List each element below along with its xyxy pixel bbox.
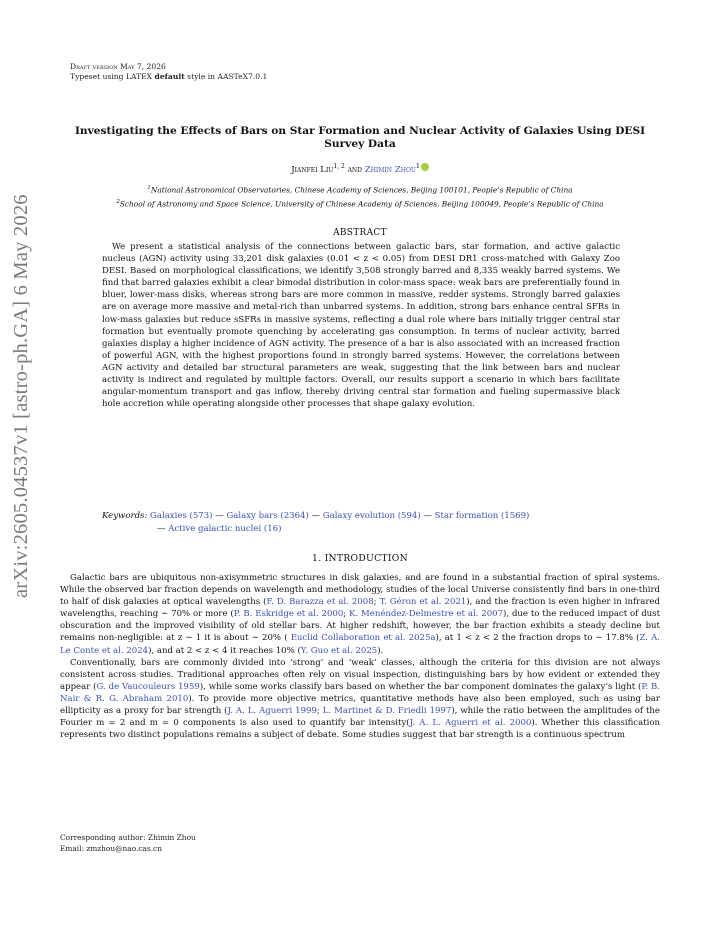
arxiv-stamp: arXiv:2605.04537v1 [astro-ph.GA] 6 May 2026 (10, 194, 32, 598)
keyword-link[interactable]: Active galactic nuclei (16) (168, 523, 282, 534)
page-header (70, 62, 267, 82)
citation-link[interactable]: P. B. Nair & R. G. Abraham 2010 (60, 681, 660, 704)
citation-link[interactable]: K. Menéndez-Delmestre et al. 2007 (349, 609, 504, 620)
author-2-link[interactable]: Zhimin Zhou (364, 165, 416, 175)
author-and: and (347, 165, 362, 175)
email: Email: zmzhou@nao.cas.cn (60, 844, 162, 853)
abstract-heading: ABSTRACT (333, 228, 387, 238)
corresponding-author: Corresponding author: Zhimin Zhou (60, 833, 196, 842)
affiliation-2: $^2$School of Astronomy and Space Science, University of Chinese Academy of Sciences, Beijing 100049, People’s Republic of China (116, 199, 604, 209)
citation-link[interactable]: Z. A. Le Conte et al. 2024 (60, 633, 660, 656)
section-body (60, 572, 660, 741)
keywords-label: Keywords: (102, 511, 148, 521)
keyword-link[interactable]: Galaxy evolution (594) (322, 511, 421, 521)
paragraph: Galactic bars are ubiquitous non-axisymmetric structures in disk galaxies, and are found in a substantial fraction of spiral systems. While the observed bar fraction depends on wavelength and methodology, studies of the local Universe consistently find bars in one-third to half of disk galaxies at optical wavelengths (F. D. Barazza et al. 2008; T. Géron et al. 2021), and the fraction is even higher in infrared wavelengths, reaching ∼ 70% or more (P. B. Eskridge et al. 2000; K. Menéndez-Delmestre et al. 2007), due to the reduced impact of dust obscuration and the improved visibility of old stellar bars. At higher redshift, however, the bar fraction exhibits a steady decline but remains non-negligible: at z ∼ 1 it is about ∼ 20% ( Euclid Collaboration et al. 2025a), at 1 < z < 2 the fraction drops to ∼ 17.8% (Z. A. Le Conte et al. 2024), and at 2 < z < 4 it reaches 10% (Y. Guo et al. 2025). (60, 573, 661, 656)
keyword-link[interactable]: Galaxy bars (2364) (226, 511, 309, 521)
citation-link[interactable]: T. Géron et al. 2021 (379, 597, 467, 608)
citation-link[interactable]: J. A. L. Aguerri et al. 2000 (409, 718, 532, 729)
orcid-icon[interactable] (421, 163, 429, 171)
paper-title: Investigating the Effects of Bars on Star Formation and Nuclear Activity of Galaxies Using DESI Survey Data (74, 125, 646, 150)
citation-link[interactable]: F. D. Barazza et al. 2008 (266, 597, 374, 608)
citation-link[interactable]: L. Martinet & D. Friedli 1997 (322, 706, 452, 717)
keywords: Keywords: Galaxies (573) — Galaxy bars (2364) — Galaxy evolution (594) — Star formation (1569) — Active galactic nuclei (16) (102, 511, 530, 534)
author-1: Jianfei Liu (291, 165, 334, 175)
latex-logo: LATEX (125, 72, 153, 81)
citation-link[interactable]: G. de Vaucouleurs 1959 (96, 681, 200, 692)
citation-link[interactable]: Y. Guo et al. 2025 (300, 645, 378, 656)
typeset-line: Typeset using LATEX default style in AASTeX7.0.1 (70, 72, 268, 81)
paragraph: Conventionally, bars are commonly divided into ‘strong’ and ‘weak’ classes, although the criteria for this division are not always consistent across studies. Traditional approaches often rely on visual inspection, distinguishing bars by how evident or extended they appear (G. de Vaucouleurs 1959), while some works classify bars based on whether the bar component dominates the galaxy’s light (P. B. Nair & R. G. Abraham 2010). To provide more objective metrics, quantitative methods have also been employed, such as using bar ellipticity as a proxy for bar strength (J. A. L. Aguerri 1999; L. Martinet & D. Friedli 1997), while the ratio between the amplitudes of the Fourier m = 2 and m = 0 components is also used to quantify bar intensity(J. A. L. Aguerri et al. 2000). Whether this classification represents two distinct populations remains a subject of debate. Some studies suggest that bar strength is a continuous spectrum (60, 657, 660, 741)
citation-link[interactable]: Euclid Collaboration et al. 2025a (290, 633, 436, 644)
section-heading: 1. INTRODUCTION (312, 553, 408, 564)
abstract-text: We present a statistical analysis of the connections between galactic bars, star formation, and active galactic nucleus (AGN) activity using 33,201 disk galaxies (0.01 < z < 0.05) from DESI DR1 cross-matched with Galaxy Zoo DESI. Based on morphological classifications, we identify 3,508 strongly barred and 8,335 weakly barred systems. We find that barred galaxies exhibit a clear bimodal distribution in color-mass space: weak bars are preferentially found in bluer, lower-mass disks, whereas strong bars are more common in massive, redder systems. Strongly barred galaxies are on average more massive and metal-rich than unbarred systems. In addition, strong bars enhance central SFRs in low-mass galaxies but reduce sSFRs in massive systems, reflecting a dual role where bars initially trigger central star formation but eventually promote quenching by accelerating gas consumption. In terms of nuclear activity, barred galaxies display a higher incidence of AGN activity. The presence of a bar is also associated with an increased fraction of powerful AGN, with the highest proportions found in strongly barred systems. However, the correlations between AGN activity and detailed bar structural parameters are weak, suggesting that the link between bars and nuclear activity is indirect and regulated by multiple factors. Overall, our results support a scenario in which bars facilitate angular-momentum transport and gas inflow, thereby driving central star formation and fueling supermassive black hole accretion while operating alongside other processes that shape galaxy evolution. (102, 242, 620, 410)
keyword-link[interactable]: Star formation (1569) (434, 511, 530, 521)
draft-line: Draft version May 7, 2026 (70, 62, 166, 71)
affiliation-1: $^1$National Astronomical Observatories, Chinese Academy of Sciences, Beijing 100101, People’s Republic of China (147, 185, 573, 195)
keyword-link[interactable]: Galaxies (573) (150, 511, 213, 521)
citation-link[interactable]: J. A. L. Aguerri 1999 (227, 706, 317, 717)
footnote (60, 832, 196, 854)
citation-link[interactable]: P. B. Eskridge et al. 2000 (233, 609, 344, 620)
author-line: Jianfei Liu$^{1, 2}$ and Zhimin Zhou$^1$ (60, 163, 660, 175)
